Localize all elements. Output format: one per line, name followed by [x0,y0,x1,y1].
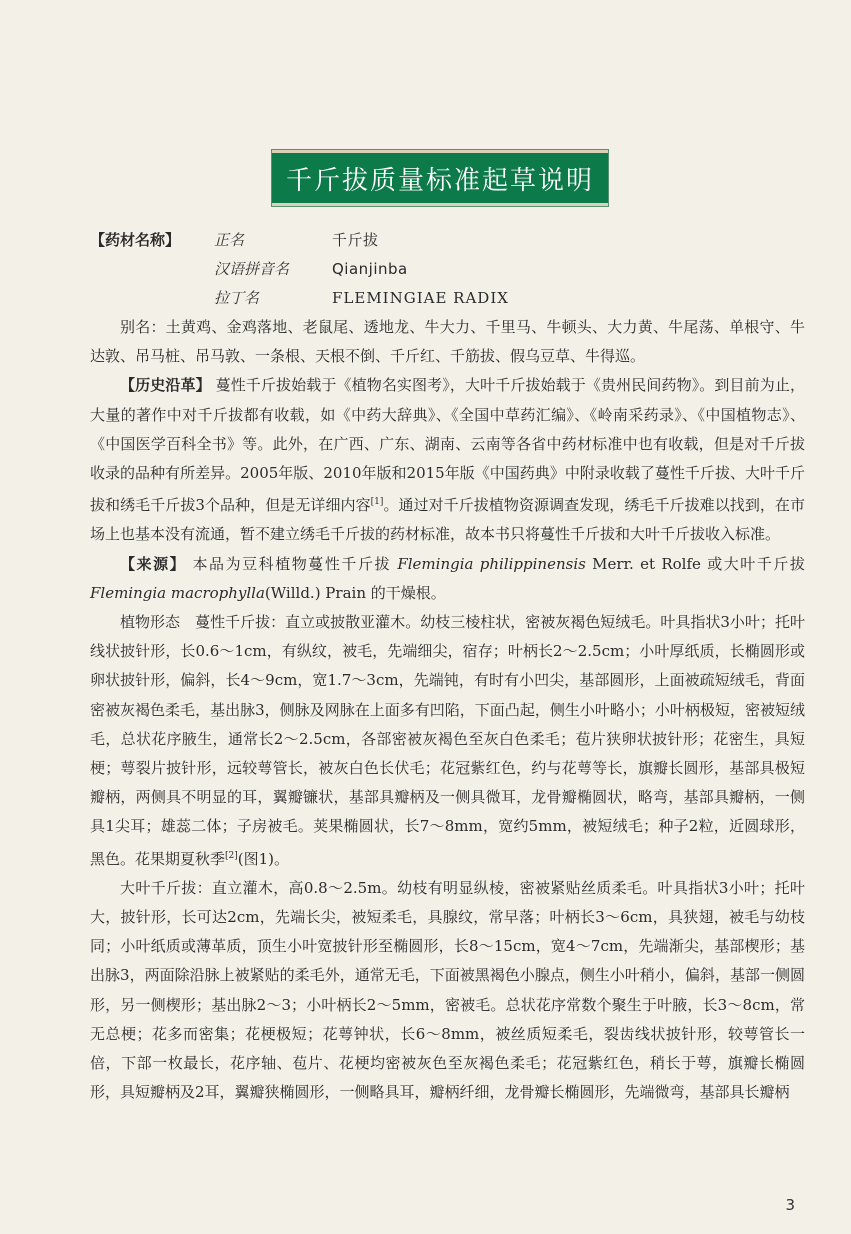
field-key: 拉丁名 [214,288,260,307]
morphology-text: 蔓性千斤拔：直立或披散亚灌木。幼枝三棱柱状，密被灰褐色短绒毛。叶具指状3小叶；托叶线状披针形，长0.6～1cm，有纵纹，被毛，先端细尖，宿存；叶柄长2～2.5cm；小叶厚纸质，长椭圆形或卵状披针形，偏斜，长4～9cm，宽1.7～3cm，先端钝，有时有小凹尖，基部圆形，上面被疏短绒毛，背面密被灰褐色柔毛，基出脉3，侧脉及网脉在上面多有凹陷，下面凸起，侧生小叶略小；小叶柄极短，密被短绒毛，总状花序腋生，通常长2～2.5cm，各部密被灰褐色至灰白色柔毛；苞片狭卵状披针形；花密生，具短梗；萼裂片披针形，远较萼管长，被灰白色长伏毛；花冠紫红色，约与花萼等长，旗瓣长圆形，基部具极短瓣柄，两侧具不明显的耳，翼瓣镰状，基部具瓣柄及一侧具微耳，龙骨瓣椭圆状，略弯，基部具瓣柄，一侧具1尖耳；雄蕊二体；子房被毛。荚果椭圆状，长7～8mm，宽约5mm，被短绒毛；种子2粒，近圆球形，黑色。花果期夏秋季 [90,613,805,868]
latin-name: Flemingia macrophylla [90,583,265,602]
alias-paragraph: 别名：土黄鸡、金鸡落地、老鼠尾、透地龙、牛大力、千里马、牛顿头、大力黄、牛尾荡、单根守、牛达敦、吊马桩、吊马敦、一条根、天根不倒、千斤红、千筋拔、假乌豆草、牛得巡。 [90,318,805,366]
field-value: Qianjinba [332,259,408,278]
section-tag-drug-name: 【药材名称】 [90,230,181,249]
page-number: 3 [785,1196,795,1214]
history-text: 蔓性千斤拔始载于《植物名实图考》，大叶千斤拔始载于《贵州民间药物》。到目前为止，大量的著作中对千斤拔都有收载，如《中药大辞典》、《全国中草药汇编》、《岭南采药录》、《中国植物志》、《中国医学百科全书》等。此外，在广西、广东、湖南、云南等各省中药材标准中也有收载，但是对千斤拔收录的品种有所差异。2005年版、2010年版和2015年版《中国药典》中附录收载了蔓性千斤拔、大叶千斤拔和绣毛千斤拔3个品种，但是无详细内容 [90,376,805,515]
document-body [90,226,805,1107]
morphology-label: 植物形态 [120,613,181,632]
source-text: (Willd.) Prain 的干燥根。 [264,583,446,602]
morphology-text-cont: (图1)。 [237,849,290,868]
large-leaf-paragraph: 大叶千斤拔：直立灌木，高0.8～2.5m。幼枝有明显纵棱，密被紧贴丝质柔毛。叶具指状3小叶；托叶大，披针形，长可达2cm，先端长尖，被短柔毛，具腺纹，常早落；叶柄长3～6cm，具狭翅，被毛与幼枝同；小叶纸质或薄革质，顶生小叶宽披针形至椭圆形，长8～15cm，宽4～7cm，先端渐尖，基部楔形；基出脉3，两面除沿脉上被紧贴的柔毛外，通常无毛，下面被黑褐色小腺点，侧生小叶稍小，偏斜，基部一侧圆形，另一侧楔形；基出脉2～3；小叶柄长2～5mm，密被毛。总状花序常数个聚生于叶腋，长3～8cm，常无总梗；花多而密集；花梗极短；花萼钟状，长6～8mm，被丝质短柔毛，裂齿线状披针形，较萼管长一倍，下部一枚最长，花序轴、苞片、花梗均密被灰色至灰褐色柔毛；花冠紫红色，稍长于萼，旗瓣长椭圆形，具短瓣柄及2耳，翼瓣狭椭圆形，一侧略具耳，瓣柄纤细，龙骨瓣长椭圆形，先端微弯，基部具长瓣柄 [90,878,805,1102]
latin-name: Flemingia philippinensis [397,554,586,573]
latin-row [90,284,805,313]
reference-mark: [2] [225,850,238,861]
source-text: 本品为豆科植物蔓性千斤拔 [192,554,392,573]
field-value: 千斤拔 [332,230,379,249]
morphology-paragraph [90,608,805,874]
title-banner [272,150,608,206]
drug-name-row [90,226,805,255]
field-key: 汉语拼音名 [214,259,290,278]
history-paragraph [90,371,805,549]
reference-mark: [1] [370,497,384,508]
page-title: 千斤拔质量标准起草说明 [285,165,594,196]
history-text-cont: 。通过对千斤拔植物资源调查发现，绣毛千斤拔难以找到，在市场上也基本没有流通，暂不建立绣毛千斤拔的药材标准，故本书只将蔓性千斤拔和大叶千斤拔收入标准。 [90,496,805,544]
pinyin-row [90,255,805,284]
source-text: Merr. et Rolfe 或大叶千斤拔 [592,554,805,573]
field-key: 正名 [214,230,245,249]
section-tag-source: 【来源】 [120,554,187,573]
field-value: FLEMINGIAE RADIX [332,288,509,307]
source-paragraph [90,550,805,608]
section-tag-history: 【历史沿革】 [120,376,211,395]
